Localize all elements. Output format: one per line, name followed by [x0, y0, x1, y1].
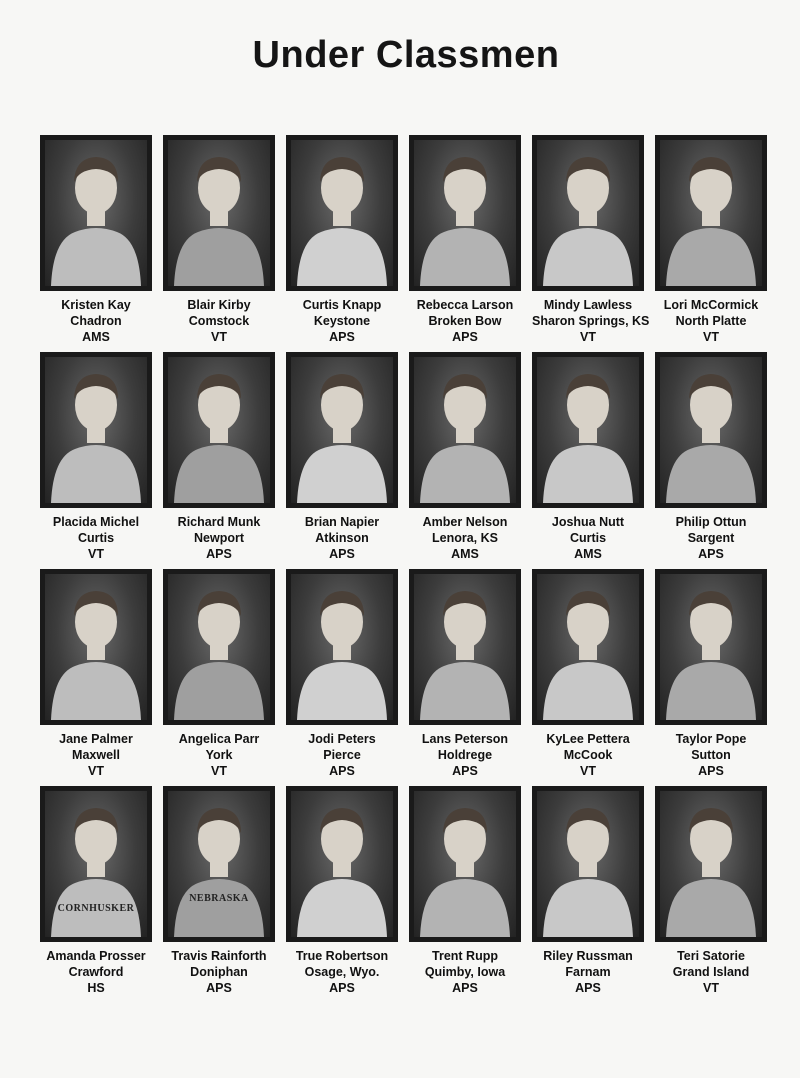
shirt-lettering-cornhusker: CORNHUSKER — [57, 903, 135, 914]
student-hometown: York — [205, 748, 233, 762]
student-photo — [40, 786, 152, 942]
student-card — [655, 352, 767, 562]
student-card — [163, 786, 275, 996]
student-caption — [532, 514, 644, 562]
student-caption — [163, 731, 275, 779]
student-name: Philip Ottun — [675, 515, 747, 529]
student-school: APS — [452, 981, 478, 995]
student-caption — [409, 948, 521, 996]
student-card — [532, 786, 644, 996]
student-caption — [163, 948, 275, 996]
student-card — [40, 135, 152, 345]
student-school: HS — [87, 981, 105, 995]
student-name: Amber Nelson — [422, 515, 508, 529]
student-caption — [286, 731, 398, 779]
student-school: APS — [452, 330, 478, 344]
student-caption — [40, 948, 152, 996]
student-school: APS — [206, 981, 232, 995]
student-caption — [655, 731, 767, 779]
student-card — [286, 569, 398, 779]
student-caption — [40, 514, 152, 562]
student-caption — [655, 514, 767, 562]
student-photo — [163, 135, 275, 291]
student-school: AMS — [82, 330, 110, 344]
student-card — [163, 569, 275, 779]
student-school: APS — [698, 547, 724, 561]
shirt-lettering-nebraska: NEBRASKA — [189, 893, 249, 904]
student-name: Jane Palmer — [59, 732, 133, 746]
student-caption — [655, 297, 767, 345]
student-photo — [286, 352, 398, 508]
student-hometown: North Platte — [675, 314, 747, 328]
student-school: VT — [703, 330, 719, 344]
student-name: Blair Kirby — [187, 298, 251, 312]
student-photo — [655, 569, 767, 725]
student-name: True Robertson — [295, 949, 389, 963]
student-photo — [409, 352, 521, 508]
student-hometown: Holdrege — [437, 748, 493, 762]
student-photo — [532, 135, 644, 291]
student-hometown: Broken Bow — [428, 314, 502, 328]
student-name: KyLee Pettera — [546, 732, 630, 746]
student-name: Angelica Parr — [178, 732, 260, 746]
student-school: APS — [575, 981, 601, 995]
student-card — [409, 569, 521, 779]
student-photo — [163, 569, 275, 725]
student-school: APS — [452, 764, 478, 778]
student-school: VT — [211, 330, 227, 344]
student-photo — [40, 135, 152, 291]
student-photo — [409, 569, 521, 725]
page-title: Under Classmen — [252, 34, 560, 76]
student-school: VT — [703, 981, 719, 995]
student-name: Riley Russman — [543, 949, 633, 963]
student-caption — [286, 514, 398, 562]
student-name: Joshua Nutt — [551, 515, 625, 529]
student-hometown: Maxwell — [72, 748, 120, 762]
student-photo — [286, 569, 398, 725]
student-hometown: Sutton — [691, 748, 731, 762]
student-card — [409, 135, 521, 345]
student-card — [532, 569, 644, 779]
student-photo — [163, 352, 275, 508]
student-hometown: Pierce — [323, 748, 361, 762]
student-name: Rebecca Larson — [416, 298, 514, 312]
student-school: VT — [88, 764, 104, 778]
student-name: Mindy Lawless — [543, 298, 633, 312]
student-name: Amanda Prosser — [46, 949, 146, 963]
student-card — [163, 352, 275, 562]
student-caption — [163, 297, 275, 345]
student-school: VT — [580, 330, 596, 344]
student-photo — [532, 352, 644, 508]
student-hometown: Osage, Wyo. — [304, 965, 380, 979]
student-hometown: Grand Island — [672, 965, 750, 979]
student-photo — [655, 786, 767, 942]
student-hometown: Comstock — [188, 314, 250, 328]
student-photo — [655, 135, 767, 291]
student-card — [532, 135, 650, 345]
student-name: Lans Peterson — [421, 732, 509, 746]
student-hometown: Atkinson — [315, 531, 369, 545]
student-name: Brian Napier — [304, 515, 380, 529]
student-caption — [409, 297, 521, 345]
student-school: APS — [329, 764, 355, 778]
student-school: VT — [211, 764, 227, 778]
student-school: VT — [88, 547, 104, 561]
student-caption — [163, 514, 275, 562]
student-photo — [163, 786, 275, 942]
student-hometown: Lenora, KS — [432, 531, 498, 545]
student-photo — [655, 352, 767, 508]
student-caption — [40, 731, 152, 779]
student-caption — [532, 731, 644, 779]
student-hometown: Doniphan — [190, 965, 248, 979]
student-caption — [409, 514, 521, 562]
student-card — [655, 786, 767, 996]
student-hometown: Quimby, Iowa — [424, 965, 506, 979]
student-photo — [409, 135, 521, 291]
student-hometown: Crawford — [68, 965, 124, 979]
student-school: APS — [698, 764, 724, 778]
student-school: APS — [329, 547, 355, 561]
student-caption — [532, 948, 644, 996]
student-school: AMS — [451, 547, 479, 561]
student-name: Richard Munk — [177, 515, 261, 529]
student-school: VT — [580, 764, 596, 778]
student-hometown: Farnam — [565, 965, 611, 979]
student-photo — [40, 569, 152, 725]
student-caption — [40, 297, 152, 345]
student-card — [532, 352, 644, 562]
student-hometown: Newport — [194, 531, 244, 545]
student-card — [40, 352, 152, 562]
student-school: APS — [329, 330, 355, 344]
student-caption — [532, 297, 650, 345]
student-name: Trent Rupp — [432, 949, 498, 963]
student-card — [286, 135, 398, 345]
student-card — [163, 135, 275, 345]
student-photo — [409, 786, 521, 942]
student-hometown: Curtis — [569, 531, 607, 545]
student-hometown: McCook — [563, 748, 613, 762]
student-name: Kristen Kay — [61, 298, 131, 312]
student-hometown: Sharon Springs, KS — [532, 314, 650, 328]
student-name: Jodi Peters — [308, 732, 376, 746]
student-card — [40, 569, 152, 779]
student-card — [655, 135, 767, 345]
student-school: APS — [206, 547, 232, 561]
student-name: Teri Satorie — [677, 949, 745, 963]
student-caption — [286, 948, 398, 996]
student-photo — [286, 786, 398, 942]
student-name: Curtis Knapp — [302, 298, 382, 312]
student-hometown: Chadron — [70, 314, 122, 328]
student-name: Travis Rainforth — [171, 949, 267, 963]
student-photo — [532, 786, 644, 942]
student-card — [655, 569, 767, 779]
student-caption — [655, 948, 767, 996]
student-school: APS — [329, 981, 355, 995]
student-card — [286, 786, 398, 996]
student-photo — [40, 352, 152, 508]
student-name: Lori McCormick — [663, 298, 759, 312]
student-name: Placida Michel — [52, 515, 140, 529]
student-name: Taylor Pope — [675, 732, 747, 746]
student-card — [286, 352, 398, 562]
student-photo — [286, 135, 398, 291]
student-photo — [532, 569, 644, 725]
student-card — [409, 786, 521, 996]
student-card — [409, 352, 521, 562]
student-hometown: Keystone — [313, 314, 371, 328]
student-caption — [286, 297, 398, 345]
student-card — [40, 786, 152, 996]
student-hometown: Curtis — [77, 531, 115, 545]
student-caption — [409, 731, 521, 779]
student-hometown: Sargent — [687, 531, 735, 545]
student-school: AMS — [574, 547, 602, 561]
